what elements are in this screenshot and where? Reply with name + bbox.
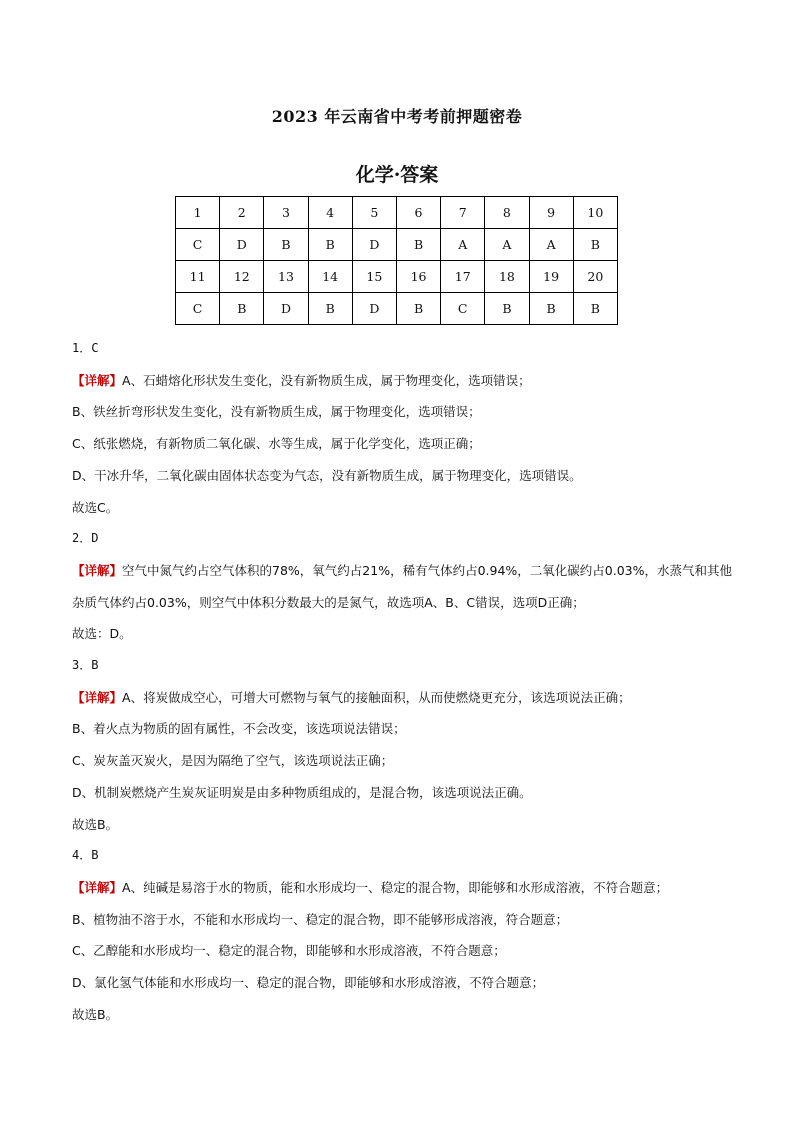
answer-table-cell: C bbox=[441, 293, 485, 325]
answer-table-cell: D bbox=[220, 229, 264, 261]
answer-table-cell: 19 bbox=[529, 261, 573, 293]
answer-table-cell: 11 bbox=[176, 261, 220, 293]
explanation-line: B、着火点为物质的固有属性，不会改变，该选项说法错误； bbox=[72, 721, 406, 737]
answer-table-cell: C bbox=[176, 229, 220, 261]
answer-table-cell: 1 bbox=[176, 197, 220, 229]
answer-table-cell: B bbox=[573, 229, 617, 261]
explanation-line: 【详解】A、石蜡熔化形状发生变化，没有新物质生成，属于物理变化，选项错误； bbox=[72, 372, 531, 388]
page-title: 2023 年云南省中考考前押题密卷 bbox=[271, 107, 523, 126]
question-number: 1．C bbox=[72, 341, 99, 355]
answer-table-cell: A bbox=[529, 229, 573, 261]
answer-table-cell: 5 bbox=[352, 197, 396, 229]
explanation-line: 【详解】A、纯碱是易溶于水的物质，能和水形成均一、稳定的混合物，即能够和水形成溶液，不符合题意； bbox=[72, 879, 669, 895]
explanation-line: 故选B。 bbox=[72, 816, 119, 832]
answer-table-cell: B bbox=[264, 229, 308, 261]
explanation-line: 【详解】A、将炭做成空心，可增大可燃物与氧气的接触面积，从而使燃烧更充分，该选项说法正确； bbox=[72, 689, 631, 705]
answer-table-cell: 12 bbox=[220, 261, 264, 293]
detail-tag: 【详解】 bbox=[72, 372, 123, 388]
answer-table-cell: 14 bbox=[308, 261, 352, 293]
answer-table-cell: B bbox=[396, 229, 440, 261]
detail-tag: 【详解】 bbox=[72, 562, 123, 578]
answer-table-cell: 20 bbox=[573, 261, 617, 293]
answer-table-cell: 9 bbox=[529, 197, 573, 229]
detail-tag: 【详解】 bbox=[72, 879, 123, 895]
answer-table-cell: 16 bbox=[396, 261, 440, 293]
explanation-line: C、炭灰盖灭炭火，是因为隔绝了空气，该选项说法正确； bbox=[72, 753, 394, 769]
answer-table-cell: 15 bbox=[352, 261, 396, 293]
answer-table-row bbox=[176, 293, 618, 325]
answer-table-cell: C bbox=[176, 293, 220, 325]
answer-table-cell: B bbox=[396, 293, 440, 325]
explanation-line: B、铁丝折弯形状发生变化，没有新物质生成，属于物理变化，选项错误； bbox=[72, 404, 481, 420]
explanation-line: 故选B。 bbox=[72, 1006, 119, 1022]
answer-table-cell: B bbox=[220, 293, 264, 325]
question-number: 3．B bbox=[72, 658, 99, 673]
explanation-line: 故选C。 bbox=[72, 499, 119, 515]
answer-table-cell: D bbox=[352, 229, 396, 261]
answer-table-row bbox=[176, 197, 618, 229]
answer-table-cell: 18 bbox=[485, 261, 529, 293]
answer-table-cell: B bbox=[573, 293, 617, 325]
answer-table-row bbox=[176, 229, 618, 261]
answer-table-cell: A bbox=[441, 229, 485, 261]
explanation-line: B、植物油不溶于水，不能和水形成均一、稳定的混合物，即不能够形成溶液，符合题意； bbox=[72, 911, 569, 927]
answer-table-cell: 2 bbox=[220, 197, 264, 229]
explanation-line: D、机制炭燃烧产生炭灰证明炭是由多种物质组成的，是混合物，该选项说法正确。 bbox=[72, 784, 532, 800]
explanation-line: 【详解】空气中氮气约占空气体积的78%，氧气约占21%，稀有气体约占0.94%，二氧化碳约占0.03%，水蒸气和其他杂质气体约占0.03%，则空气中体积分数最大的是氮气，故选项A、B、C错误，选项D正确； bbox=[72, 562, 733, 610]
answer-table-cell: 7 bbox=[441, 197, 485, 229]
answer-table-cell: B bbox=[529, 293, 573, 325]
answer-table-cell: D bbox=[264, 293, 308, 325]
explanation-line: C、乙醇能和水形成均一、稳定的混合物，即能够和水形成溶液，不符合题意； bbox=[72, 943, 506, 959]
answer-table-cell: 4 bbox=[308, 197, 352, 229]
answer-table-cell: 17 bbox=[441, 261, 485, 293]
answer-table-cell: 6 bbox=[396, 197, 440, 229]
answer-table-cell: A bbox=[485, 229, 529, 261]
explanation-line: D、干冰升华，二氧化碳由固体状态变为气态，没有新物质生成，属于物理变化，选项错误。 bbox=[72, 467, 582, 483]
answer-table-cell: 8 bbox=[485, 197, 529, 229]
explanation-line: C、纸张燃烧，有新物质二氧化碳、水等生成，属于化学变化，选项正确； bbox=[72, 436, 481, 452]
explanation-line: D、氯化氢气体能和水形成均一、稳定的混合物，即能够和水形成溶液，不符合题意； bbox=[72, 975, 545, 991]
answer-table-row bbox=[176, 261, 618, 293]
answer-table-cell: B bbox=[308, 293, 352, 325]
answer-table bbox=[175, 196, 618, 325]
answer-table-cell: D bbox=[352, 293, 396, 325]
answer-table-cell: B bbox=[308, 229, 352, 261]
answer-table-cell: B bbox=[485, 293, 529, 325]
explanation-line: 故选：D。 bbox=[72, 626, 132, 642]
question-number: 2．D bbox=[72, 531, 99, 546]
explanations bbox=[72, 333, 732, 1030]
question-number: 4．B bbox=[72, 848, 99, 863]
answer-table-cell: 10 bbox=[573, 197, 617, 229]
detail-tag: 【详解】 bbox=[72, 689, 123, 705]
page-subtitle: 化学·答案 bbox=[355, 164, 439, 186]
answer-table-cell: 13 bbox=[264, 261, 308, 293]
answer-table-cell: 3 bbox=[264, 197, 308, 229]
